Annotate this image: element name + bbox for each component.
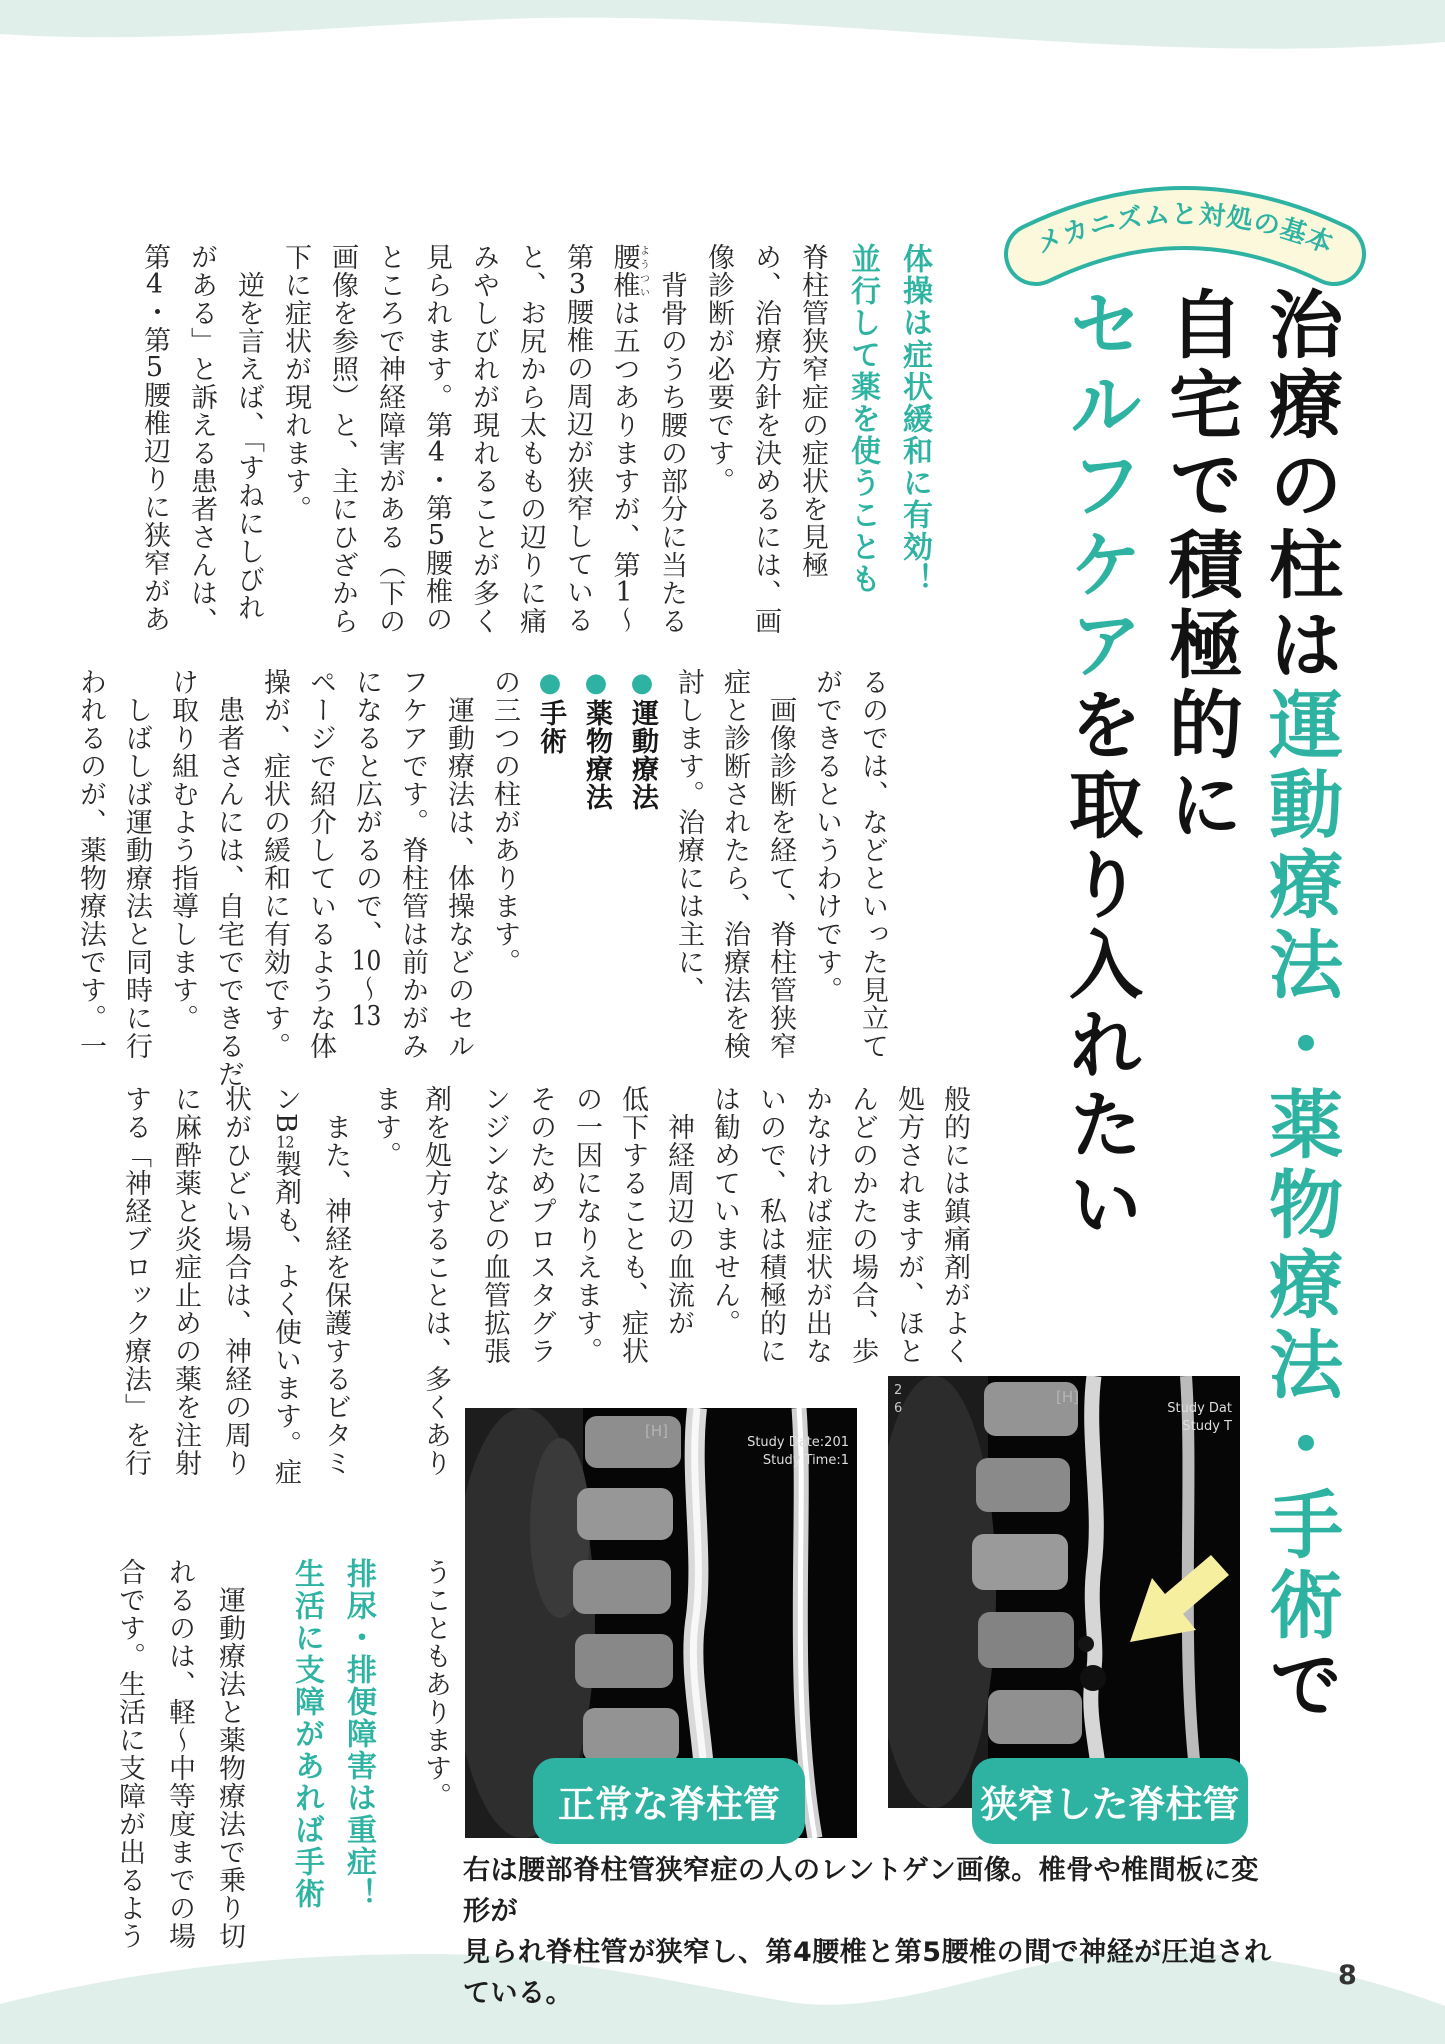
text-column: 運動療法と薬物療法で乗り切 [214,1558,245,1950]
mri-left-study-time: Study Time:1 [762,1453,849,1468]
text-column: め、治療方針を決めるには、画 [750,243,781,635]
text-column: 処方されますが、ほと [893,1085,924,1365]
text-column: 腰椎ようついは五つありますが、第1〜 [608,243,649,634]
text-column: 生活に支障があれば手術 [289,1558,324,1910]
text-column: 第4・第5腰椎辺りに狭窄があ [139,243,170,633]
text-column: みやしびれが現れることが多く [468,243,499,635]
text-column: と、お尻から太ももの辺りに痛 [515,243,546,635]
mri-left-orientation-label: [H] [645,1422,668,1440]
text-column: は勧めていません。 [709,1085,740,1337]
text-column: 運動療法は、体操などのセル [443,668,474,1060]
text-column: 画像診断を経て、脊柱管狭窄 [765,668,796,1060]
ribbon-badge [1000,160,1370,292]
text-column: しばしば運動療法と同時に行 [121,668,152,1060]
text-column: ができるというわけです。 [811,668,842,1004]
text-column: する「神経ブロック療法」を行 [120,1085,151,1477]
mri-right-corner-2: 6 [894,1401,903,1416]
figure-caption-line-1: 右は腰部脊柱管狭窄症の人のレントゲン画像。椎骨や椎間板に変形が [463,1855,1259,1927]
text-column: んどのかたの場合、歩 [847,1085,878,1365]
text-column: 症と診断されたら、治療法を検 [719,668,750,1060]
figure-caption-line-2: 見られ脊柱管が狭窄し、第4腰椎と第5腰椎の間で神経が圧迫されている。 [463,1937,1272,2009]
text-column: うこともあります。 [420,1558,451,1810]
text-column: に麻酔薬と炎症止めの薬を注射 [170,1085,201,1477]
figure-label-stenosis-text: 狭窄した脊柱管 [980,1783,1240,1826]
text-column: 患者さんには、自宅でできるだ [213,668,244,1088]
text-column: 合です。生活に支障が出るよう [114,1558,145,1950]
mri-right-corner-1: 2 [894,1383,903,1398]
text-column: 第3腰椎の周辺が狭窄している [562,243,593,634]
text-column: ンB12製剤も、よく使います。症 [270,1085,301,1487]
text-column: になると広がるので、10〜13 [351,668,382,1030]
text-column: ンジンなどの血管拡張 [479,1085,510,1365]
text-column: また、神経を保護するビタミ [320,1085,351,1477]
text-column: 操が、症状の緩和に有効です。 [259,668,290,1060]
text-column: ●手術 [535,668,566,755]
figure-label-normal [533,1758,805,1844]
text-column: 状がひどい場合は、神経の周り [220,1085,251,1477]
text-column: フケアです。脊柱管は前かがみ [397,668,428,1060]
text-column: 像診断が必要です。 [703,243,734,495]
text-column: 脊柱管狭窄症の症状を見極 [797,243,828,579]
text-column: 背骨のうち腰の部分に当たる [656,243,687,635]
body-band-3-right [465,1085,977,1385]
mri-right-study-time: Study T [1182,1419,1232,1434]
text-column: ます。 [370,1085,401,1169]
text-column: ページで紹介しているような体 [305,668,336,1060]
mri-stenosis-figure [888,1376,1240,1808]
text-column: 神経周辺の血流が [663,1085,694,1337]
text-column: 般的には鎮痛剤がよく [939,1085,970,1365]
text-column: 逆を言えば、「すねにしびれ [233,243,264,622]
text-column: るのでは、などといった見立て [857,668,888,1060]
text-column: そのためプロスタグラ [525,1085,556,1365]
figure-label-normal-text: 正常な脊柱管 [558,1783,780,1826]
text-column: の一因になりえます。 [571,1085,602,1365]
body-band-3-left [103,1085,460,1530]
text-column: われるのが、薬物療法です。一 [75,668,106,1060]
text-column: の三つの柱があります。 [489,668,520,976]
mri-right-study-date: Study Dat [1167,1401,1232,1416]
text-column: 並行して薬を使うことも [845,243,880,595]
top-wave [0,0,1445,60]
text-column: 討します。治療には主に、 [673,668,704,1004]
text-column: 剤を処方することは、多くあり [420,1085,451,1477]
mri-right-orientation-label: [H] [1056,1388,1079,1406]
text-column: 自宅で積極的に [1157,286,1243,846]
text-column: 体操は症状緩和に有効！ [897,243,932,595]
text-column: 治療の柱は運動療法・薬物療法・手術で [1257,286,1343,1726]
text-column: がある」と訴える患者さんは、 [186,243,217,635]
page-number: 8 [1338,1960,1357,1991]
figure-caption [463,1850,1273,2014]
text-column: いので、私は積極的に [755,1085,786,1365]
text-column: 画像を参照）と、主にひざから [327,243,358,635]
text-column: 低下することも、症状 [617,1085,648,1365]
text-column: 排尿・排便障害は重症！ [341,1558,376,1910]
text-column: ●薬物療法 [581,668,612,811]
text-column: 見られます。第4・第5腰椎の [421,243,452,633]
figure-label-stenosis [972,1758,1248,1844]
ribbon-label: メカニズムと対処の基本 [1032,199,1338,260]
text-column: れるのは、軽〜中等度までの場 [164,1558,195,1950]
text-column: ●運動療法 [627,668,658,811]
body-band-4 [103,1558,460,1978]
body-band-1 [105,243,940,678]
text-column: 下に症状が現れます。 [280,243,311,523]
text-column: かなければ症状が出な [801,1085,832,1365]
body-band-2 [75,668,895,1103]
text-column: け取り組むよう指導します。 [167,668,198,1032]
text-column: セルフケアを取り入れたい [1057,286,1143,1246]
mri-left-study-date: Study Date:201 [747,1435,849,1450]
mri-right-image [888,1376,1240,1808]
text-column: ところで神経障害がある（下の [374,243,405,635]
